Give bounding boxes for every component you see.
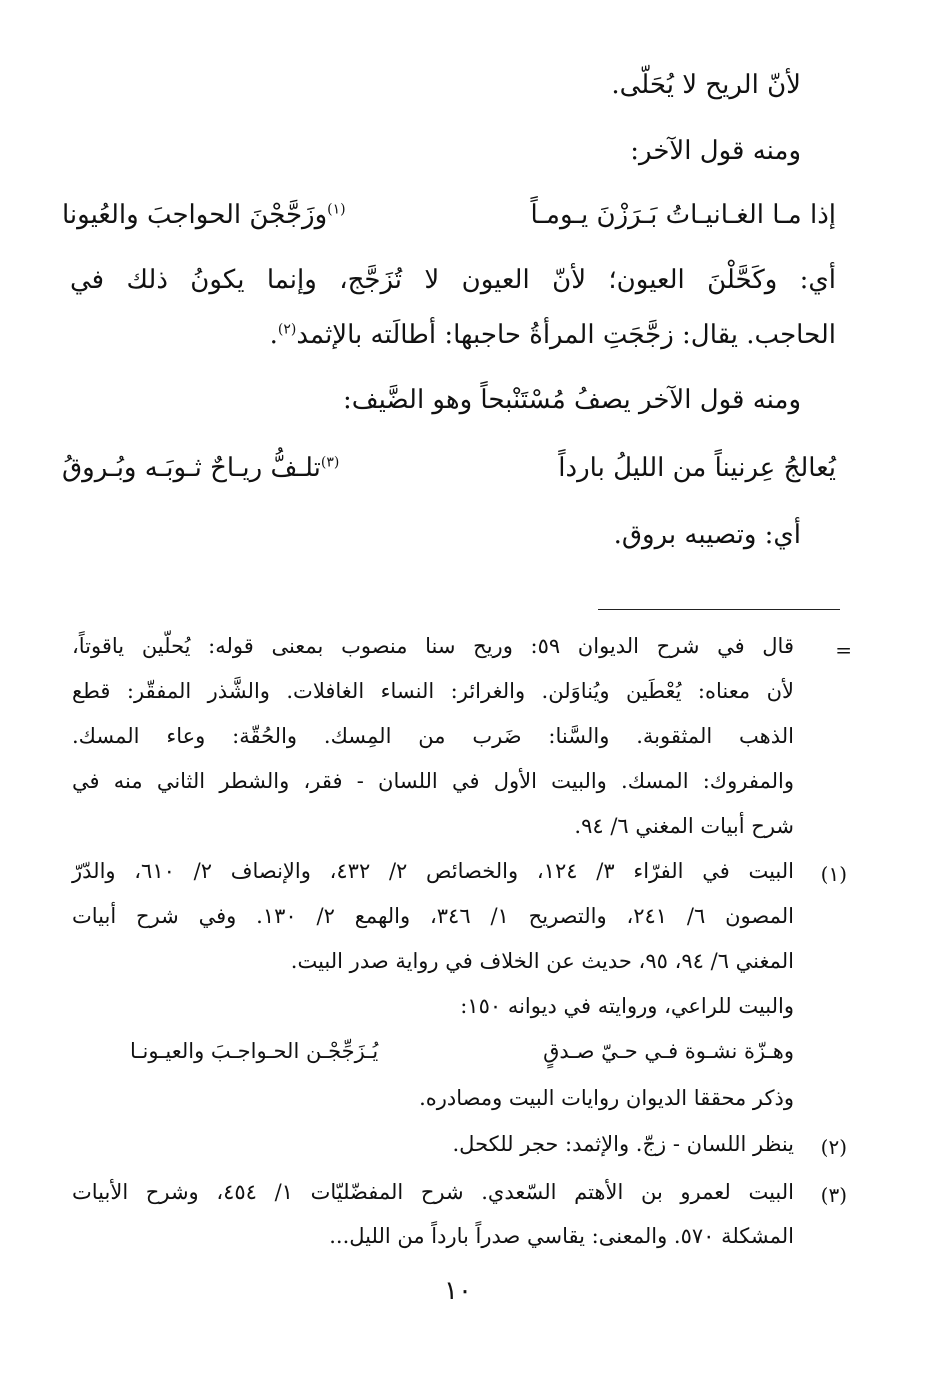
footnote-cont-line: لأن معناه: يُعْطَين ويُناوَلن. والغرائر: النساء الغافلات. والشَّذر المفقّر: قطع (72, 679, 794, 703)
footnote-continuation-marker: = (835, 638, 852, 662)
footnote-cont-line: والمفروك: المسك. والبيت الأول في اللسان - فقر، والشطر الثاني منه في (72, 769, 794, 793)
main-line-1: لأنّ الريح لا يُحَلّى. (611, 70, 801, 100)
footnote-cont-line: الذهب المثقوبة. والسَّنا: ضَرب من المِسك. والحُقّة: وعاء المسك. (72, 724, 794, 748)
footnote-3-line: البيت لعمرو بن الأهتم السّعدي. شرح المفضّليّات ١/ ٤٥٤، وشرح الأبيات (72, 1180, 794, 1204)
verse-1-hemistich-1: إذا مـا الغـانيـاتُ بَـرَزْنَ يـومـاً (530, 200, 836, 230)
footnote-cont-line: شرح أبيات المغني ٦/ ٩٤. (574, 814, 794, 838)
verse-1-hemistich-2: $^{(١)}$وزَجَّجْنَ الحواجبَ والعُيونا (62, 200, 346, 230)
page-number: ١٠ (444, 1276, 472, 1306)
footnote-1-line: البيت في الفرّاء ٣/ ١٢٤، والخصائص ٢/ ٤٣٢، والإنصاف ٢/ ٦١٠، والدّرّ (72, 859, 794, 883)
footnote-1-verse-hemistich-2: يُـزَجِّجْـن الحـواجـبَ والعيـونـا (130, 1039, 379, 1063)
footnote-1-verse-hemistich-1: وهـزّة نشـوة فـي حـيّ صـدقٍ (543, 1039, 794, 1063)
footnote-3-line: المشكلة ٥٧٠. والمعنى: يقاسي صدراً بارداً من الليل... (329, 1224, 794, 1248)
footnote-1-line: المغني ٦/ ٩٤، ٩٥، حديث عن الخلاف في رواية صدر البيت. (290, 949, 794, 973)
footnote-1-line: المصون ٦/ ٢٤١، والتصريح ١/ ٣٤٦، والهمع ٢/ ١٣٠. وفي شرح أبيات (72, 904, 794, 928)
footnote-ref-3: (٣) (320, 454, 340, 471)
footnote-2-marker: (٢) (820, 1135, 847, 1159)
paragraph-1-line-2: الحاجب. يقال: زجَّجَتِ المرأةُ حاجبها: أطالَته بالإثمد$^{(٢)}$. (269, 320, 836, 350)
footnote-separator (598, 609, 840, 610)
main-line-4: أي: وتصيبه بروق. (613, 520, 801, 550)
footnote-cont-line: قال في شرح الديوان ٥٩: وريح سنا منصوب بمعنى قوله: يُحلّين ياقوتاً، (72, 634, 794, 658)
footnote-3-marker: (٣) (820, 1183, 847, 1207)
verse-2-hemistich-1: يُعالجُ عِرنيناً من الليلُ بارداً (558, 453, 836, 483)
footnote-1-marker: (١) (820, 862, 847, 886)
verse-2-hemistich-2: $^{(٣)}$تلـفُّ ريـاحٌ ثـوبَـه وبُـروقُ (62, 453, 340, 483)
footnote-ref-1: (١) (327, 201, 346, 218)
main-line-3: ومنه قول الآخر يصفُ مُسْتَنْبحاً وهو الضَّيف: (342, 385, 801, 415)
footnote-2-line: ينظر اللسان - زجّ. والإثمد: حجر للكحل. (452, 1132, 794, 1156)
footnote-ref-2: (٢) (277, 321, 297, 338)
main-line-2: ومنه قول الآخر: (630, 136, 801, 166)
footnote-1-line: والبيت للراعي، وروايته في ديوانه ١٥٠: (460, 994, 794, 1018)
footnote-1-line: وذكر محققا الديوان روايات البيت ومصادره. (419, 1086, 794, 1110)
paragraph-1-line-1: أي: وكَحَّلْنَ العيون؛ لأنّ العيون لا تُزَجَّج، وإنما يكونُ ذلك في (70, 265, 836, 295)
